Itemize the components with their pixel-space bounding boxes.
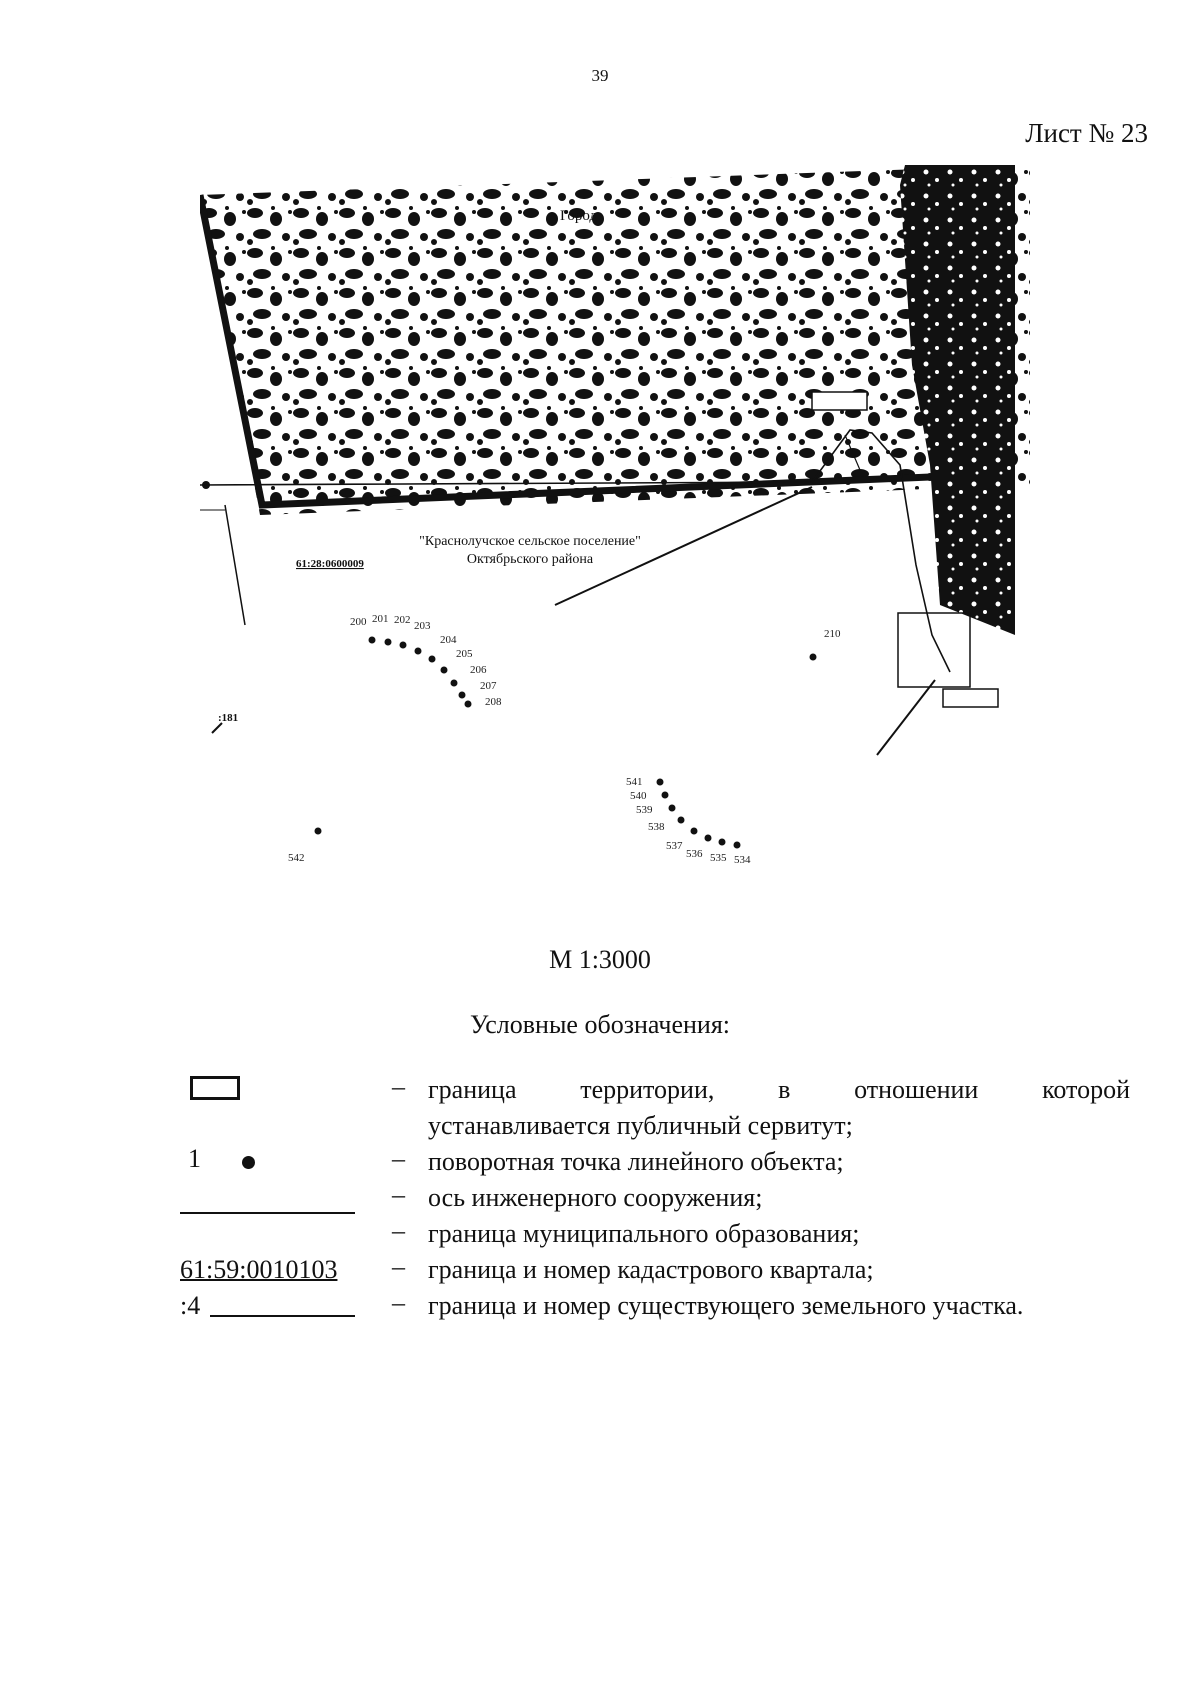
turning-point — [415, 648, 422, 655]
point-label: 207 — [480, 680, 497, 692]
turning-point — [810, 654, 817, 661]
legend-dash: – — [392, 1288, 405, 1317]
turning-points-group-2 — [626, 776, 751, 866]
point-label: 208 — [485, 696, 502, 708]
legend-item-servitude-line1: граница территории, в отношении которой — [428, 1075, 1130, 1104]
turning-point — [451, 680, 458, 687]
point-label: 206 — [470, 664, 487, 676]
servitude-boundary — [812, 392, 867, 410]
point-label: 534 — [734, 854, 751, 866]
turning-point-dot-icon — [242, 1156, 255, 1169]
turning-point — [678, 817, 685, 824]
land-plot-marker-leader — [212, 723, 222, 733]
leader-line — [225, 505, 245, 625]
point-label: 210 — [824, 628, 841, 640]
point-label: 205 — [456, 648, 473, 660]
leader-line — [877, 680, 935, 755]
turning-point — [465, 701, 472, 708]
legend-dash: – — [392, 1216, 405, 1245]
settlement-name: "Краснолучское сельское поселение" — [419, 534, 641, 549]
land-plot-underline — [210, 1315, 355, 1317]
legend-item-land-plot: граница и номер существующего земельного участка. — [428, 1291, 1024, 1320]
cadastral-number-symbol: 61:59:0010103 :4 — [180, 1255, 338, 1320]
land-plot-marker: :181 — [218, 712, 239, 724]
municipal-boundary-line — [180, 1212, 355, 1214]
turning-point — [441, 667, 448, 674]
district-name: Октябрьского района — [466, 552, 594, 567]
point-label: 537 — [666, 840, 683, 852]
turning-point — [669, 805, 676, 812]
point-label: 204 — [440, 634, 457, 646]
turning-point-number: 1 — [188, 1144, 201, 1173]
turning-point — [400, 642, 407, 649]
turning-point — [315, 828, 322, 835]
legend-symbol-cadastral — [180, 1252, 355, 1324]
point-label: 539 — [636, 804, 653, 816]
legend-item-turning-point: поворотная точка линейного объекта; — [428, 1147, 844, 1176]
turning-point — [662, 792, 669, 799]
legend-dash: – — [392, 1144, 405, 1173]
legend-symbol-municipal-boundary — [180, 1212, 355, 1216]
town-label: Город — [560, 208, 598, 224]
legend-item-engineering-axis: ось инженерного сооружения; — [428, 1183, 763, 1212]
turning-point — [202, 481, 210, 489]
legend-symbol-turning-point — [180, 1144, 355, 1178]
turning-point — [705, 835, 712, 842]
turning-point — [429, 656, 436, 663]
point-label: 541 — [626, 776, 643, 788]
servitude-boundary — [943, 689, 998, 707]
point-label: 536 — [686, 848, 703, 860]
point-label: 200 — [350, 616, 367, 628]
point-label: 542 — [288, 852, 305, 864]
legend-item-servitude-line2: устанавливается публичный сервитут; — [428, 1111, 853, 1140]
turning-point — [657, 779, 664, 786]
point-label: 538 — [648, 821, 665, 833]
turning-point — [734, 842, 741, 849]
map-scale: М 1:3000 — [549, 945, 651, 974]
legend — [0, 1072, 1200, 1332]
turning-point — [691, 828, 698, 835]
map-plan — [200, 165, 1100, 945]
legend-item-servitude — [428, 1072, 1130, 1144]
turning-points-group-1 — [350, 613, 502, 708]
turning-point — [719, 839, 726, 846]
turning-point — [369, 637, 376, 644]
legend-item-municipal-boundary: граница муниципального образования; — [428, 1219, 860, 1248]
legend-dash: – — [392, 1180, 405, 1209]
turning-point — [385, 639, 392, 646]
legend-dash: – — [392, 1072, 405, 1101]
point-label: 202 — [394, 614, 411, 626]
point-label: 201 — [372, 613, 389, 625]
servitude-boundary-symbol — [190, 1076, 240, 1100]
point-label: 540 — [630, 790, 647, 802]
legend-symbol-servitude — [180, 1072, 355, 1102]
point-label: 203 — [414, 620, 431, 632]
legend-item-cadastral-quarter: граница и номер кадастрового квартала; — [428, 1255, 874, 1284]
point-label: 535 — [710, 852, 727, 864]
turning-point — [459, 692, 466, 699]
legend-dash: – — [392, 1252, 405, 1281]
page-number: 39 — [591, 66, 609, 85]
detail-frame — [898, 613, 970, 687]
cadastral-quarter-label: 61:28:0600009 — [296, 558, 364, 570]
sheet-number: Лист № 23 — [1025, 118, 1148, 148]
legend-title: Условные обозначения: — [469, 1010, 731, 1039]
